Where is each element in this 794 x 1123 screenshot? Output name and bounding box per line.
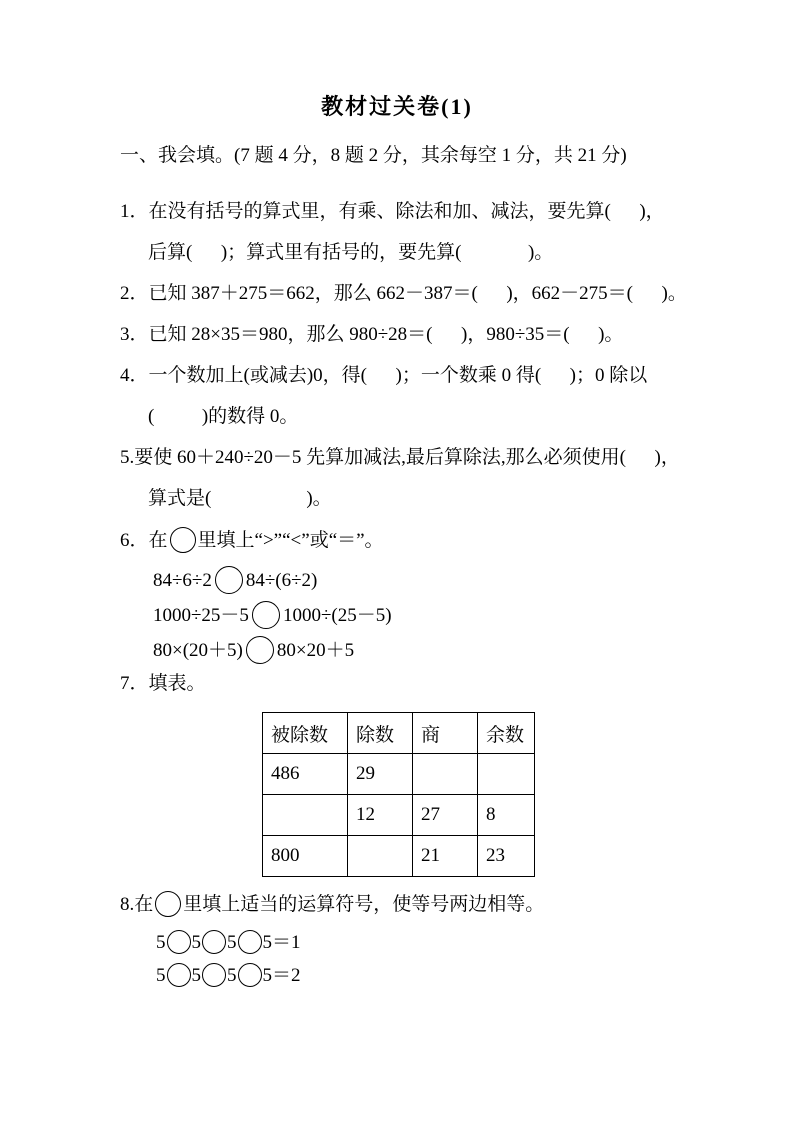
- expression-left: 84÷6÷2: [153, 570, 212, 591]
- table-header-cell: 商: [413, 713, 478, 754]
- question-number: 5.: [120, 447, 135, 468]
- question-2: [120, 281, 706, 307]
- question-text: 一个数加上(或减去)0，得( )；一个数乘 0 得( )；0 除以: [148, 365, 648, 386]
- question-6-intro: [120, 527, 706, 554]
- page-title: 教材过关卷(1): [321, 94, 473, 119]
- table-cell: 12: [348, 795, 413, 836]
- question-8-intro: [120, 891, 706, 918]
- question-text: 已知 28×35＝980，那么 980÷28＝( )，980÷35＝( )。: [148, 324, 624, 345]
- question-text: 已知 387＋275＝662，那么 662－387＝( )，662－275＝( )。: [148, 283, 687, 304]
- equation-row: [120, 930, 706, 956]
- table-cell: [263, 795, 348, 836]
- equation-row: [120, 963, 706, 989]
- table-header-cell: 被除数: [263, 713, 348, 754]
- expression-left: 80×(20＋5): [153, 640, 243, 661]
- answer-circle: [155, 891, 181, 917]
- table-cell: 8: [478, 795, 535, 836]
- question-1-line-1: [120, 199, 706, 225]
- table-header-cell: 除数: [348, 713, 413, 754]
- table-row: [263, 836, 535, 877]
- question-1: [120, 199, 706, 266]
- question-5-line-2: [120, 486, 706, 512]
- comparison-row: [120, 601, 706, 629]
- answer-circle: [246, 636, 274, 664]
- question-number: 7．: [120, 673, 149, 694]
- table-cell: 800: [263, 836, 348, 877]
- table-cell: 29: [348, 754, 413, 795]
- question-text: 里填上适当的运算符号，使等号两边相等。: [183, 894, 545, 915]
- question-3-line-1: [120, 322, 706, 348]
- comparison-row: [120, 636, 706, 664]
- operand: 5: [191, 932, 201, 953]
- operand: 5: [227, 965, 237, 986]
- question-2-line-1: [120, 281, 706, 307]
- question-4-line-1: [120, 363, 706, 389]
- question-3: [120, 322, 706, 348]
- operand: 5＝2: [262, 965, 301, 986]
- comparison-row: [120, 566, 706, 594]
- division-table: [262, 712, 535, 877]
- question-text: 在没有括号的算式里，有乘、除法和加、减法，要先算( )，: [148, 201, 665, 222]
- operand: 5: [156, 965, 166, 986]
- table-header-cell: 余数: [478, 713, 535, 754]
- question-8: [120, 891, 706, 989]
- section-heading: 一、我会填。(7 题 4 分，8 题 2 分，其余每空 1 分，共 21 分): [120, 145, 627, 166]
- table-cell: 23: [478, 836, 535, 877]
- expression-right: 80×20＋5: [276, 640, 355, 661]
- answer-circle: [167, 963, 191, 987]
- question-number: 6．: [120, 530, 149, 551]
- answer-circle: [252, 601, 280, 629]
- table-cell: 486: [263, 754, 348, 795]
- question-number: 3．: [120, 324, 149, 345]
- question-text: 在: [134, 894, 154, 915]
- expression-left: 1000÷25－5: [153, 605, 249, 626]
- question-text: 后算( )；算式里有括号的，要先算( )。: [148, 242, 554, 263]
- expression-right: 84÷(6÷2): [245, 570, 318, 591]
- table-row: [263, 795, 535, 836]
- question-7-line-1: [120, 671, 706, 697]
- question-text: 在: [148, 530, 168, 551]
- table-cell: 21: [413, 836, 478, 877]
- operand: 5: [156, 932, 166, 953]
- question-text: ( )的数得 0。: [148, 406, 299, 427]
- answer-circle: [215, 566, 243, 594]
- table-cell: [348, 836, 413, 877]
- answer-circle: [238, 963, 262, 987]
- answer-circle: [202, 930, 226, 954]
- question-number: 4．: [120, 365, 149, 386]
- operand: 5: [191, 965, 201, 986]
- question-7: [120, 671, 706, 877]
- answer-circle: [170, 527, 196, 553]
- question-5-line-1: [120, 445, 706, 471]
- table-cell: [478, 754, 535, 795]
- answer-circle: [238, 930, 262, 954]
- table-cell: 27: [413, 795, 478, 836]
- question-5: [120, 445, 706, 512]
- answer-circle: [202, 963, 226, 987]
- table-cell: [413, 754, 478, 795]
- answer-circle: [167, 930, 191, 954]
- question-text: 要使 60＋240÷20－5 先算加减法,最后算除法,那么必须使用( )，: [134, 447, 680, 468]
- question-4: [120, 363, 706, 430]
- question-text: 里填上“>”“<”或“＝”。: [197, 530, 384, 551]
- operand: 5: [227, 932, 237, 953]
- expression-right: 1000÷(25－5): [282, 605, 392, 626]
- question-number: 2．: [120, 283, 149, 304]
- question-4-line-2: [120, 404, 706, 430]
- operand: 5＝1: [262, 932, 301, 953]
- question-text: 填表。: [148, 673, 206, 694]
- table-row: [263, 754, 535, 795]
- question-1-line-2: [120, 240, 706, 266]
- question-number: 1．: [120, 201, 149, 222]
- question-text: 算式是( )。: [148, 488, 332, 509]
- question-number: 8.: [120, 894, 135, 915]
- question-6: [120, 527, 706, 664]
- table-header-row: [263, 713, 535, 754]
